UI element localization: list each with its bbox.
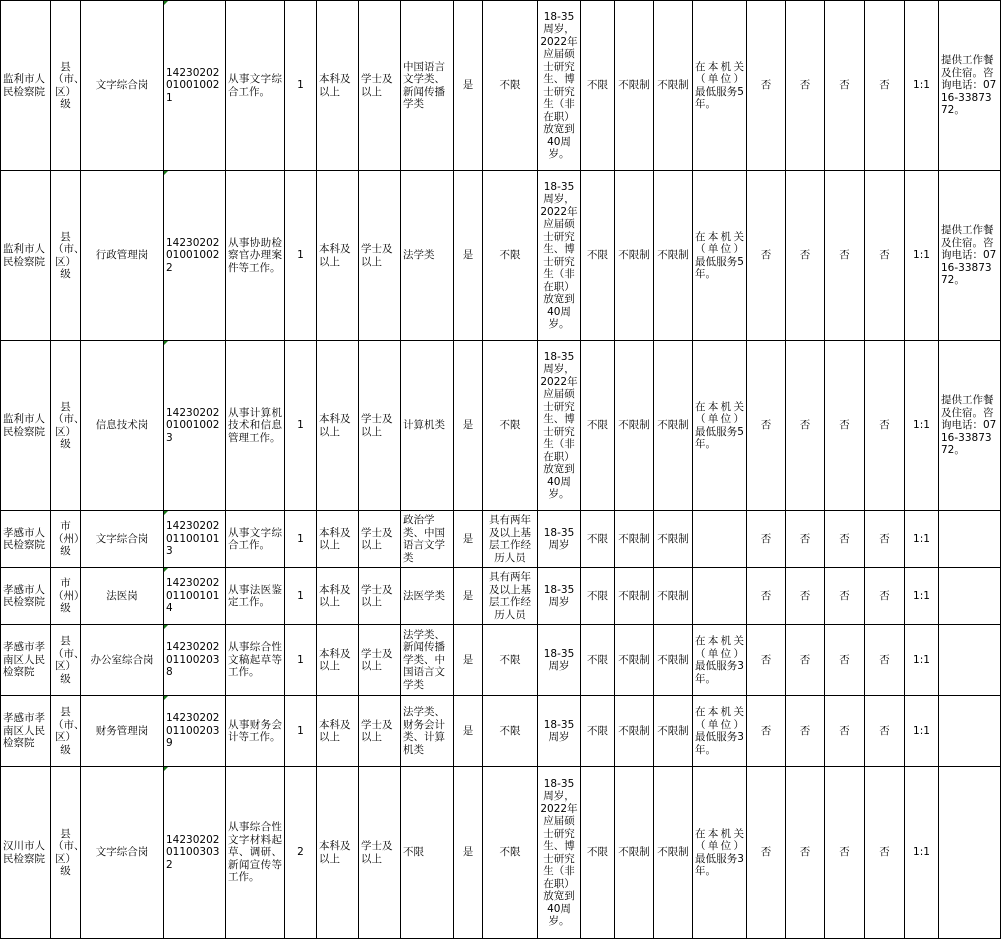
condition-1-cell: 不限 [581, 341, 615, 511]
code-cell: 14230202011002038 [164, 625, 226, 696]
flag-2-cell: 否 [786, 568, 825, 625]
age-cell: 18-35周岁，2022年应届硕士研究生、博士研究生（非在职）放宽到40周岁。 [538, 767, 581, 939]
level-cell: 县（市、区）级 [51, 1, 81, 171]
service-cell: 在本机关（单位）最低服务5年。 [693, 1, 747, 171]
experience-cell: 不限 [483, 1, 538, 171]
ratio-cell: 1:1 [905, 767, 939, 939]
condition-1-cell: 不限 [581, 171, 615, 341]
table-row [1, 1, 1001, 171]
table-row [1, 171, 1001, 341]
level-cell: 县（市、区）级 [51, 625, 81, 696]
condition-1-cell: 不限 [581, 1, 615, 171]
org-cell: 孝感市孝南区人民检察院 [1, 696, 51, 767]
condition-3-cell: 不限制 [654, 696, 693, 767]
flag-4-cell: 否 [865, 767, 905, 939]
condition-2-cell: 不限制 [615, 568, 654, 625]
ratio-cell: 1:1 [905, 511, 939, 568]
experience-cell: 不限 [483, 767, 538, 939]
major-cell: 中国语言文学类、新闻传播学类 [401, 1, 454, 171]
count-cell: 1 [285, 1, 317, 171]
flag-4-cell: 否 [865, 625, 905, 696]
major-cell: 政治学类、中国语言文学类 [401, 511, 454, 568]
condition-2-cell: 不限制 [615, 171, 654, 341]
experience-cell: 不限 [483, 341, 538, 511]
condition-2-cell: 不限制 [615, 1, 654, 171]
major-cell: 法学类 [401, 171, 454, 341]
code-cell: 14230202010010023 [164, 341, 226, 511]
service-cell: 在本机关（单位）最低服务5年。 [693, 171, 747, 341]
exam-cell: 是 [454, 1, 483, 171]
level-cell: 县（市、区）级 [51, 696, 81, 767]
duty-cell: 从事财务会计等工作。 [226, 696, 285, 767]
condition-2-cell: 不限制 [615, 341, 654, 511]
level-cell: 县（市、区）级 [51, 171, 81, 341]
flag-2-cell: 否 [786, 511, 825, 568]
exam-cell: 是 [454, 568, 483, 625]
flag-2-cell: 否 [786, 767, 825, 939]
remark-cell [939, 625, 1001, 696]
remark-cell [939, 767, 1001, 939]
education-cell: 本科及以上 [317, 625, 359, 696]
condition-3-cell: 不限制 [654, 568, 693, 625]
exam-cell: 是 [454, 341, 483, 511]
experience-cell: 具有两年及以上基层工作经历人员 [483, 568, 538, 625]
service-cell [693, 568, 747, 625]
flag-4-cell: 否 [865, 511, 905, 568]
flag-1-cell: 否 [747, 568, 786, 625]
education-cell: 本科及以上 [317, 511, 359, 568]
condition-1-cell: 不限 [581, 511, 615, 568]
org-cell: 汉川市人民检察院 [1, 767, 51, 939]
code-cell: 14230202010010021 [164, 1, 226, 171]
count-cell: 1 [285, 511, 317, 568]
flag-2-cell: 否 [786, 341, 825, 511]
table-row [1, 568, 1001, 625]
condition-1-cell: 不限 [581, 767, 615, 939]
condition-1-cell: 不限 [581, 696, 615, 767]
major-cell: 法学类、财务会计类、计算机类 [401, 696, 454, 767]
table-row [1, 341, 1001, 511]
org-cell: 孝感市孝南区人民检察院 [1, 625, 51, 696]
code-cell: 14230202011001014 [164, 568, 226, 625]
exam-cell: 是 [454, 171, 483, 341]
education-cell: 本科及以上 [317, 767, 359, 939]
position-cell: 办公室综合岗 [81, 625, 164, 696]
duty-cell: 从事文字综合工作。 [226, 1, 285, 171]
flag-3-cell: 否 [825, 568, 865, 625]
count-cell: 1 [285, 341, 317, 511]
position-cell: 信息技术岗 [81, 341, 164, 511]
flag-2-cell: 否 [786, 1, 825, 171]
duty-cell: 从事计算机技术和信息管理工作。 [226, 341, 285, 511]
position-cell: 法医岗 [81, 568, 164, 625]
major-cell: 计算机类 [401, 341, 454, 511]
ratio-cell: 1:1 [905, 696, 939, 767]
exam-cell: 是 [454, 696, 483, 767]
level-cell: 县（市、区）级 [51, 341, 81, 511]
flag-3-cell: 否 [825, 1, 865, 171]
code-cell: 14230202010010022 [164, 171, 226, 341]
condition-1-cell: 不限 [581, 625, 615, 696]
service-cell: 在本机关（单位）最低服务3年。 [693, 696, 747, 767]
flag-3-cell: 否 [825, 171, 865, 341]
condition-3-cell: 不限制 [654, 1, 693, 171]
major-cell: 法医学类 [401, 568, 454, 625]
flag-3-cell: 否 [825, 767, 865, 939]
flag-3-cell: 否 [825, 511, 865, 568]
count-cell: 1 [285, 568, 317, 625]
flag-1-cell: 否 [747, 625, 786, 696]
level-cell: 市（州）级 [51, 568, 81, 625]
condition-3-cell: 不限制 [654, 171, 693, 341]
remark-cell: 提供工作餐及住宿。咨询电话：0716-3387372。 [939, 341, 1001, 511]
major-cell: 不限 [401, 767, 454, 939]
remark-cell [939, 696, 1001, 767]
flag-4-cell: 否 [865, 1, 905, 171]
condition-3-cell: 不限制 [654, 341, 693, 511]
level-cell: 市（州）级 [51, 511, 81, 568]
flag-1-cell: 否 [747, 341, 786, 511]
flag-4-cell: 否 [865, 341, 905, 511]
ratio-cell: 1:1 [905, 625, 939, 696]
degree-cell: 学士及以上 [359, 341, 401, 511]
count-cell: 1 [285, 696, 317, 767]
duty-cell: 从事综合性文稿起草等工作。 [226, 625, 285, 696]
code-cell: 14230202011002039 [164, 696, 226, 767]
count-cell: 1 [285, 625, 317, 696]
flag-4-cell: 否 [865, 568, 905, 625]
condition-1-cell: 不限 [581, 568, 615, 625]
age-cell: 18-35周岁，2022年应届硕士研究生、博士研究生（非在职）放宽到40周岁。 [538, 1, 581, 171]
degree-cell: 学士及以上 [359, 625, 401, 696]
position-cell: 行政管理岗 [81, 171, 164, 341]
education-cell: 本科及以上 [317, 341, 359, 511]
duty-cell: 从事法医鉴定工作。 [226, 568, 285, 625]
flag-3-cell: 否 [825, 696, 865, 767]
degree-cell: 学士及以上 [359, 767, 401, 939]
degree-cell: 学士及以上 [359, 511, 401, 568]
education-cell: 本科及以上 [317, 568, 359, 625]
education-cell: 本科及以上 [317, 171, 359, 341]
duty-cell: 从事综合性文字材料起草、调研、新闻宣传等工作。 [226, 767, 285, 939]
remark-cell: 提供工作餐及住宿。咨询电话：0716-3387372。 [939, 1, 1001, 171]
experience-cell: 不限 [483, 171, 538, 341]
service-cell: 在本机关（单位）最低服务3年。 [693, 625, 747, 696]
flag-1-cell: 否 [747, 696, 786, 767]
table-row [1, 767, 1001, 939]
condition-3-cell: 不限制 [654, 625, 693, 696]
flag-1-cell: 否 [747, 1, 786, 171]
duty-cell: 从事文字综合工作。 [226, 511, 285, 568]
position-cell: 财务管理岗 [81, 696, 164, 767]
org-cell: 孝感市人民检察院 [1, 511, 51, 568]
duty-cell: 从事协助检察官办理案件等工作。 [226, 171, 285, 341]
position-cell: 文字综合岗 [81, 1, 164, 171]
experience-cell: 不限 [483, 625, 538, 696]
exam-cell: 是 [454, 767, 483, 939]
org-cell: 监利市人民检察院 [1, 341, 51, 511]
condition-2-cell: 不限制 [615, 511, 654, 568]
position-cell: 文字综合岗 [81, 511, 164, 568]
level-cell: 县（市、区）级 [51, 767, 81, 939]
age-cell: 18-35周岁 [538, 625, 581, 696]
org-cell: 孝感市人民检察院 [1, 568, 51, 625]
flag-3-cell: 否 [825, 341, 865, 511]
count-cell: 2 [285, 767, 317, 939]
ratio-cell: 1:1 [905, 171, 939, 341]
service-cell: 在本机关（单位）最低服务3年。 [693, 767, 747, 939]
condition-2-cell: 不限制 [615, 767, 654, 939]
degree-cell: 学士及以上 [359, 1, 401, 171]
exam-cell: 是 [454, 625, 483, 696]
flag-2-cell: 否 [786, 696, 825, 767]
org-cell: 监利市人民检察院 [1, 1, 51, 171]
flag-4-cell: 否 [865, 696, 905, 767]
age-cell: 18-35周岁 [538, 696, 581, 767]
condition-2-cell: 不限制 [615, 696, 654, 767]
flag-1-cell: 否 [747, 511, 786, 568]
experience-cell: 不限 [483, 696, 538, 767]
condition-2-cell: 不限制 [615, 625, 654, 696]
condition-3-cell: 不限制 [654, 767, 693, 939]
age-cell: 18-35周岁 [538, 511, 581, 568]
ratio-cell: 1:1 [905, 568, 939, 625]
flag-1-cell: 否 [747, 171, 786, 341]
age-cell: 18-35周岁，2022年应届硕士研究生、博士研究生（非在职）放宽到40周岁。 [538, 171, 581, 341]
flag-2-cell: 否 [786, 625, 825, 696]
condition-3-cell: 不限制 [654, 511, 693, 568]
remark-cell [939, 568, 1001, 625]
education-cell: 本科及以上 [317, 1, 359, 171]
code-cell: 14230202011001013 [164, 511, 226, 568]
experience-cell: 具有两年及以上基层工作经历人员 [483, 511, 538, 568]
flag-1-cell: 否 [747, 767, 786, 939]
remark-cell: 提供工作餐及住宿。咨询电话：0716-3387372。 [939, 171, 1001, 341]
age-cell: 18-35周岁 [538, 568, 581, 625]
service-cell: 在本机关（单位）最低服务5年。 [693, 341, 747, 511]
age-cell: 18-35周岁，2022年应届硕士研究生、博士研究生（非在职）放宽到40周岁。 [538, 341, 581, 511]
major-cell: 法学类、新闻传播学类、中国语言文学类 [401, 625, 454, 696]
org-cell: 监利市人民检察院 [1, 171, 51, 341]
flag-4-cell: 否 [865, 171, 905, 341]
service-cell [693, 511, 747, 568]
education-cell: 本科及以上 [317, 696, 359, 767]
degree-cell: 学士及以上 [359, 696, 401, 767]
ratio-cell: 1:1 [905, 1, 939, 171]
degree-cell: 学士及以上 [359, 568, 401, 625]
ratio-cell: 1:1 [905, 341, 939, 511]
flag-2-cell: 否 [786, 171, 825, 341]
table-row [1, 511, 1001, 568]
table-row [1, 625, 1001, 696]
remark-cell [939, 511, 1001, 568]
position-cell: 文字综合岗 [81, 767, 164, 939]
exam-cell: 是 [454, 511, 483, 568]
code-cell: 14230202011003032 [164, 767, 226, 939]
table-row [1, 696, 1001, 767]
count-cell: 1 [285, 171, 317, 341]
flag-3-cell: 否 [825, 625, 865, 696]
degree-cell: 学士及以上 [359, 171, 401, 341]
